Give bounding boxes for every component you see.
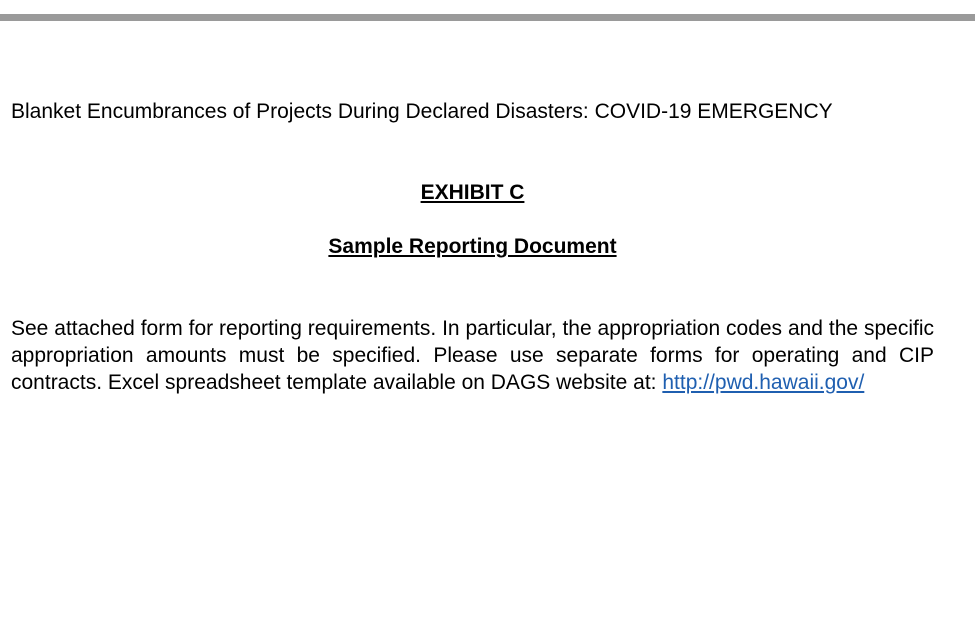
body-paragraph xyxy=(11,315,934,396)
exhibit-subtitle: Sample Reporting Document xyxy=(328,235,617,258)
body-text: See attached form for reporting requirements. In particular, the appropriation codes and the specific appropriation amounts must be specified. Please use separate forms for operating and CIP contracts. Excel spreadsheet template available on DAGS website at: xyxy=(11,317,934,394)
document-header: Blanket Encumbrances of Projects During Declared Disasters: COVID-19 EMERGENCY xyxy=(11,100,833,123)
top-divider xyxy=(0,14,975,21)
dags-website-link[interactable]: http://pwd.hawaii.gov/ xyxy=(662,371,865,394)
exhibit-title: EXHIBIT C xyxy=(420,181,525,204)
